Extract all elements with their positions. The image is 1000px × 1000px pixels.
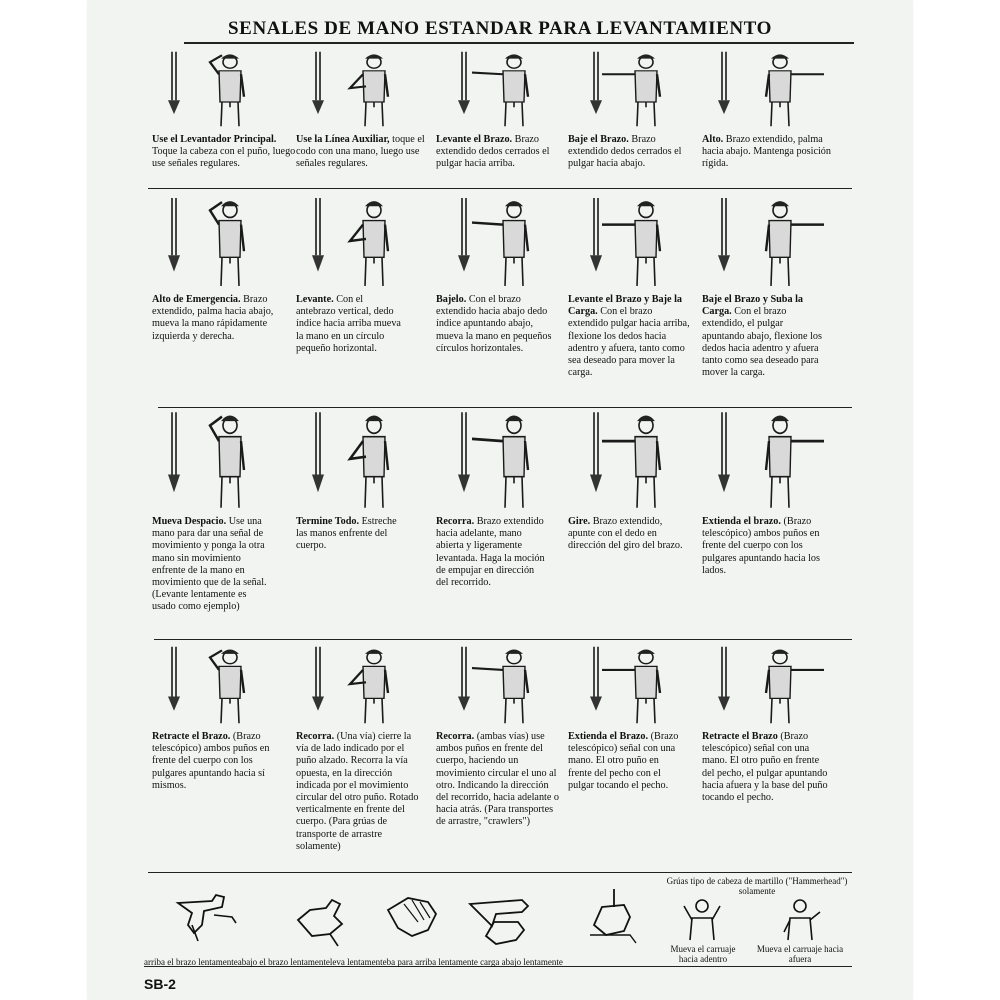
signal-description [568,294,690,379]
operator-carriage-out-icon [780,898,822,942]
signal-illustration [294,196,424,293]
signal-illustration [434,50,564,133]
signal-instructions: (Una vía) cierre la vía de lado indicado por el puño alzado. Recorra la vía opuesta, en la dirección indicada por el movimiento circular del otro puño. Rotado verticalmente en frente del cuerpo. (Para grúas de transporte de arrastre solamente) [296,731,419,852]
signal-description [436,134,556,171]
page-title: SENALES DE MANO ESTANDAR PARA LEVANTAMIENTO [228,18,772,39]
title-underline [184,42,854,44]
signal-description [152,516,270,614]
signal-instructions: Brazo extendido hacia adelante, mano abierta y ligeramente levantada. Haga la moción de empujar en dirección del recorrido. [436,516,545,589]
signal-name: Recorra. [296,731,335,742]
signal-instructions: (ambas vías) use ambos puños en frente del cuerpo, haciendo un movimiento circular el uno al otro. Indicando la dirección del recorrido, hacia adelante o hacia atrás. (Para transportes de arrastre, "crawlers") [436,731,560,828]
carriage-in-caption: Mueva el carruaje hacia adentro [670,944,736,964]
signal-name: Extienda el Brazo. [568,731,649,742]
signal-name: Termine Todo. [296,516,360,527]
hand-gesture-load-down-slowly-icon [584,885,644,949]
signal-illustration [150,410,280,515]
signal-description [702,134,832,171]
signal-illustration [566,196,696,293]
signal-instructions: Con el brazo extendido pulgar hacia arriba, flexione los dedos hacia adentro y afuera, tanto como sea deseado para mover la carga. [568,306,690,379]
signal-name: Mueva Despacio. [152,516,227,527]
signal-instructions: Con el brazo extendido, el pulgar apuntando abajo, flexione los dedos hacia adentro y afuera tanto como sea deseado para mover la carga. [702,306,822,379]
signal-name: Use el Levantador Principal. [152,134,277,145]
row-divider-3 [154,639,852,640]
signal-description [702,731,832,804]
signal-instructions: Brazo extendido, apunte con el dedo en dirección del giro del brazo. [568,516,683,552]
signal-name: Levante el Brazo y Baje la Carga. [568,294,683,318]
signal-illustration [150,196,280,293]
hand-gesture-load-up-slowly-icon [466,892,548,950]
signal-instructions: Con el antebrazo vertical, dedo índice hacia arriba mueva la mano en un círculo pequeño horizontal. [296,294,401,354]
signal-name: Baje el Brazo. [568,134,629,145]
document-code: SB-2 [144,976,176,992]
signal-description [152,134,302,171]
carriage-out-caption: Mueva el carruaje hacia afuera [756,944,844,964]
signal-description [702,294,824,379]
signal-instructions: Toque la cabeza con el puño, luego use señales regulares. [152,146,296,170]
hammerhead-note: Grúas tipo de cabeza de martillo ("Hammerhead") solamente [666,876,848,896]
signal-instructions: Con el brazo extendido hacia abajo dedo índice apuntando abajo, mueva la mano en pequeños círculos horizontales. [436,294,552,354]
signal-illustration [294,50,424,133]
signal-description [568,731,680,792]
signal-name: Recorra. [436,516,475,527]
signal-illustration [566,50,696,133]
signal-name: Bajelo. [436,294,467,305]
signal-name: Baje el Brazo y Suba la Carga. [702,294,804,318]
signal-name: Retracte el Brazo [702,731,778,742]
signal-illustration [700,50,830,133]
operator-carriage-in-icon [682,898,724,942]
signal-instructions: Brazo extendido dedos cerrados el pulgar hacia arriba. [436,134,550,170]
signal-description [568,134,692,171]
signal-illustration [566,410,696,515]
signal-name: Gire. [568,516,591,527]
signal-instructions: Brazo extendido, palma hacia abajo, mueva la mano rápidamente izquierda y derecha. [152,294,274,342]
signal-illustration [294,410,424,515]
signal-instructions: (Brazo telescópico) señal con una mano. El otro puño en frente del pecho, el pulgar apuntando hacia afuera y la base del puño tocando el pecho. [702,731,828,804]
signal-description [296,516,408,553]
signal-description [296,294,404,355]
signal-instructions: (Brazo telescópico) ambos puños en frente del cuerpo con los pulgares apuntando hacia los lados. [702,516,820,576]
signal-instructions: (Brazo telescópico) señal con una mano. El otro puño en frente del pecho con el pulgar tocando el pecho. [568,731,679,791]
signal-illustration [700,196,830,293]
signal-description [152,294,274,343]
signal-description [702,516,824,577]
signal-illustration [700,645,830,730]
signal-description [152,731,274,792]
signal-description [296,134,426,171]
signal-name: Alto de Emergencia. [152,294,241,305]
signal-illustration [434,645,564,730]
signal-instructions: Estreche las manos enfrente del cuerpo. [296,516,397,552]
signal-illustration [700,410,830,515]
signal-illustration [434,410,564,515]
signal-description [436,516,546,589]
signal-instructions: Brazo extendido dedos cerrados el pulgar hacia abajo. [568,134,682,170]
signal-illustration [434,196,564,293]
signal-name: Retracte el Brazo. [152,731,231,742]
signal-illustration [150,50,280,133]
signal-instructions: Use una mano para dar una señal de movimiento y ponga la otra mano sin movimiento enfrente de la mano en movimiento que de la señal. (Levante lentamente es usado como ejemplo) [152,516,267,613]
bottom-gesture-labels: arriba el brazo lentamenteabajo el brazo lentamenteleva lentamenteba para arriba lentamente carga abajo lentamente [144,957,563,967]
signal-name: Extienda el brazo. [702,516,781,527]
signal-name: Alto. [702,134,724,145]
signal-description [568,516,690,553]
signal-instructions: toque el codo con una mano, luego use señales regulares. [296,134,425,170]
signal-description [436,294,554,355]
row-divider-4 [148,872,852,873]
signal-description [296,731,424,853]
signal-description [436,731,560,829]
row-divider-2 [158,407,852,408]
signal-illustration [566,645,696,730]
instruction-sheet [88,0,912,1000]
signal-name: Levante el Brazo. [436,134,513,145]
signal-illustration [294,645,424,730]
row-divider-1 [148,188,852,189]
hand-gesture-boom-down-slowly-icon [290,890,360,950]
signal-instructions: Brazo extendido, palma hacia abajo. Mantenga posición rígida. [702,134,831,170]
signal-illustration [150,645,280,730]
signal-instructions: (Brazo telescópico) ambos puños en frente del cuerpo con los pulgares apuntando hacia sí mismos. [152,731,270,791]
hand-gesture-boom-up-slowly-icon [172,885,244,947]
signal-name: Recorra. [436,731,475,742]
hand-gesture-hoist-slowly-icon [384,890,448,948]
signal-name: Levante. [296,294,334,305]
signal-name: Use la Línea Auxiliar, [296,134,390,145]
